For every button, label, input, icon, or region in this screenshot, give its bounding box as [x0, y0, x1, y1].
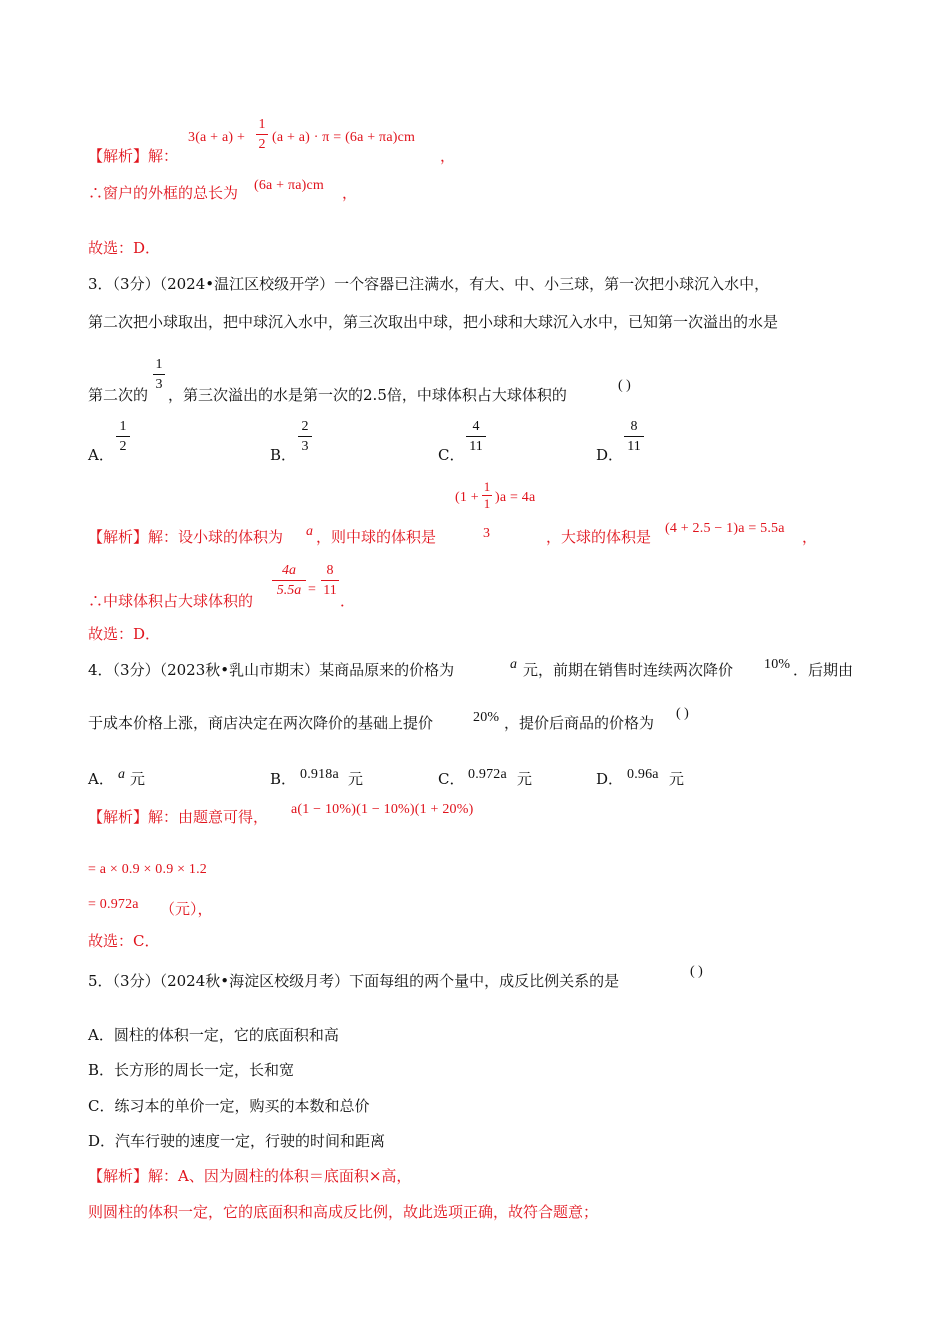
question-3-stem-3a: 第二次的 — [88, 386, 149, 404]
solution-text: （元）， — [160, 900, 213, 918]
question-5-stem: 5．（3分）（2024秋•海淀区校级月考）下面每组的两个量中，成反比例关系的是 — [88, 972, 620, 990]
solution-label: 【解析】 — [88, 808, 149, 826]
question-3-conclusion: ∴中球体积占大球体积的 — [88, 592, 254, 610]
math-var: a — [510, 657, 517, 672]
answer-blank: ( ) — [618, 378, 631, 393]
question-4-stem-1a: 4．（3分）（2023秋•乳山市期末）某商品原来的价格为 — [88, 661, 455, 679]
question-5-option-a[interactable]: A．圆柱的体积一定，它的底面积和高 — [88, 1026, 339, 1044]
answer-line: 故选：D． — [88, 239, 161, 257]
solution-text: ，大球的体积是 — [546, 528, 652, 546]
question-3-stem-3b: ，第三次溢出的水是第一次的2.5倍，中球体积占大球体积的 — [168, 386, 567, 404]
formula-left: 3(a + a) + — [188, 130, 246, 145]
math-mid-under: 3 — [483, 526, 491, 541]
fraction-8-11: 8 11 — [321, 562, 339, 599]
math-step: = 0.972a — [88, 897, 139, 912]
answer-line: 故选：D． — [88, 625, 161, 643]
question-5-solution: 【解析】解：A、因为圆柱的体积＝底面积×高， — [88, 1167, 412, 1185]
solution-label: 【解析】 — [88, 528, 149, 546]
fraction-half: 1 2 — [256, 116, 268, 153]
punct: ． — [340, 592, 356, 610]
solution-line-2: ∴窗户的外框的总长为 — [88, 184, 239, 202]
fraction-mid: 1 1 — [483, 479, 491, 511]
formula-right: (a + a) · π = (6a + πa)cm — [272, 130, 416, 145]
question-5-solution-2: 则圆柱的体积一定，它的底面积和高成反比例，故此选项正确，故符合题意； — [88, 1203, 599, 1221]
math-step: = a × 0.9 × 0.9 × 1.2 — [88, 862, 207, 877]
math-inline: 20% — [473, 710, 500, 725]
question-4-stem-2b: ，提价后商品的价格为 — [504, 714, 655, 732]
fraction-4a-5.5a: 4a 5.5a — [272, 562, 306, 599]
answer-blank: ( ) — [676, 706, 689, 721]
math-var: a — [306, 524, 313, 539]
answer-line: 故选：C． — [88, 932, 160, 950]
math-inline: 10% — [764, 657, 791, 672]
question-4-stem-1c: ．后期由 — [793, 661, 854, 679]
punct: ， — [440, 147, 456, 165]
question-5-option-d[interactable]: D．汽车行驶的速度一定，行驶的时间和距离 — [88, 1132, 386, 1150]
question-3-stem-1: 3．（3分）（2024•温江区校级开学）一个容器已注满水，有大、中、小三球，第一次把小球沉入水中， — [88, 275, 770, 293]
question-4-solution: 【解析】解：由题意可得， — [88, 808, 269, 826]
math-inline: (4 + 2.5 − 1)a = 5.5a — [665, 521, 785, 536]
question-5-option-b[interactable]: B．长方形的周长一定，长和宽 — [88, 1061, 295, 1079]
solution-label: 【解析】 — [88, 147, 149, 165]
solution-line: 【解析】解： — [88, 147, 179, 165]
math-mid-post: )a = 4a — [495, 490, 536, 505]
fraction-one-third: 1 3 — [153, 356, 165, 393]
math-inline: (6a + πa)cm — [254, 178, 325, 193]
question-4-stem-1b: 元，前期在销售时连续两次降价 — [523, 661, 734, 679]
solution-text: ，则中球的体积是 — [316, 528, 437, 546]
question-4-stem-2a: 于成本价格上涨，商店决定在两次降价的基础上提价 — [88, 714, 434, 732]
answer-blank: ( ) — [690, 964, 703, 979]
math-eq: = — [308, 582, 317, 597]
solution-label: 【解析】 — [88, 1167, 149, 1185]
question-3-solution: 【解析】解：设小球的体积为 — [88, 528, 284, 546]
punct: ， — [342, 184, 358, 202]
math-mid-pre: (1 + — [455, 490, 479, 505]
punct: ， — [802, 528, 818, 546]
math-inline: a(1 − 10%)(1 − 10%)(1 + 20%) — [291, 802, 474, 817]
question-5-option-c[interactable]: C．练习本的单价一定，购买的本数和总价 — [88, 1097, 370, 1115]
question-3-stem-2: 第二次把小球取出，把中球沉入水中，第三次取出中球，把小球和大球沉入水中，已知第一次溢出的水是 — [88, 313, 779, 331]
